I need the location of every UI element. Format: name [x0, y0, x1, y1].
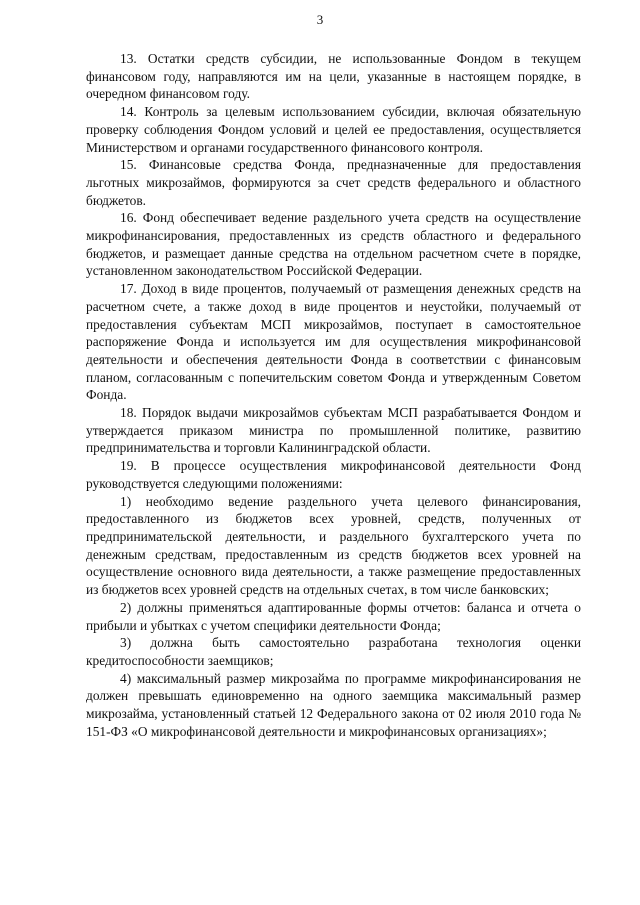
list-item-4: 4) максимальный размер микрозайма по программе микрофинансирования не должен превышать единовременно на одного заемщика максимальный размер микрозайма, установленный статьей 12 Федерального закона от 02 июля 2010 года № 151-ФЗ «О микрофинансовой деятельности и микрофинансовых организациях»;: [86, 670, 581, 739]
paragraph-18: 18. Порядок выдачи микрозаймов субъектам МСП разрабатывается Фондом и утверждается приказом министра по промышленной политике, развитию предпринимательства и торговли Калининградской области.: [86, 405, 581, 456]
paragraph-16: 16. Фонд обеспечивает ведение раздельного учета средств на осуществление микрофинансирования, предоставленных из средств областного и федерального бюджетов, и размещает данные средства на отдельном расчетном счете в порядке, установленном законодательством Российской Федерации.: [86, 210, 581, 279]
document-body: [86, 50, 581, 740]
paragraph-14: 14. Контроль за целевым использованием субсидии, включая обязательную проверку соблюдения Фондом условий и целей ее предоставления, осуществляется Министерством и органами государственного финансового контроля.: [86, 104, 581, 155]
paragraph-19: 19. В процессе осуществления микрофинансовой деятельности Фонд руководствуется следующими положениями:: [86, 458, 581, 491]
page-number: 3: [316, 12, 324, 27]
list-item-2: 2) должны применяться адаптированные формы отчетов: баланса и отчета о прибыли и убытках с учетом специфики деятельности Фонда;: [86, 599, 581, 633]
list-item-1: 1) необходимо ведение раздельного учета целевого финансирования, предоставленного из бюджетов всех уровней, средств, полученных от предпринимательской деятельности, и раздельного бухгалтерского учета по денежным средствам, предоставленным из средств бюджетов всех уровней на осуществление основного вида деятельности, а также размещение предоставленных из бюджетов всех уровней средств на отдельных счетах, в том числе банковских;: [86, 493, 581, 598]
paragraph-17: 17. Доход в виде процентов, получаемый от размещения денежных средств на расчетном счете, а также доход в виде процентов и неустойки, получаемый от предоставления субъектам МСП микрозаймов, поступает в самостоятельное распоряжение Фонда и используется им для осуществления микрофинансовой деятельности и обеспечения деятельности Фонда в соответствии с финансовым планом, согласованным с попечительским советом Фонда и утвержденным Советом Фонда.: [86, 281, 581, 403]
list-item-3: 3) должна быть самостоятельно разработана технология оценки кредитоспособности заемщиков;: [86, 635, 581, 668]
paragraph-15: 15. Финансовые средства Фонда, предназначенные для предоставления льготных микрозаймов, формируются за счет средств федерального и областного бюджетов.: [86, 157, 581, 208]
paragraph-13: 13. Остатки средств субсидии, не использованные Фондом в текущем финансовом году, направляются им на цели, указанные в настоящем порядке, в очередном финансовом году.: [86, 51, 581, 102]
